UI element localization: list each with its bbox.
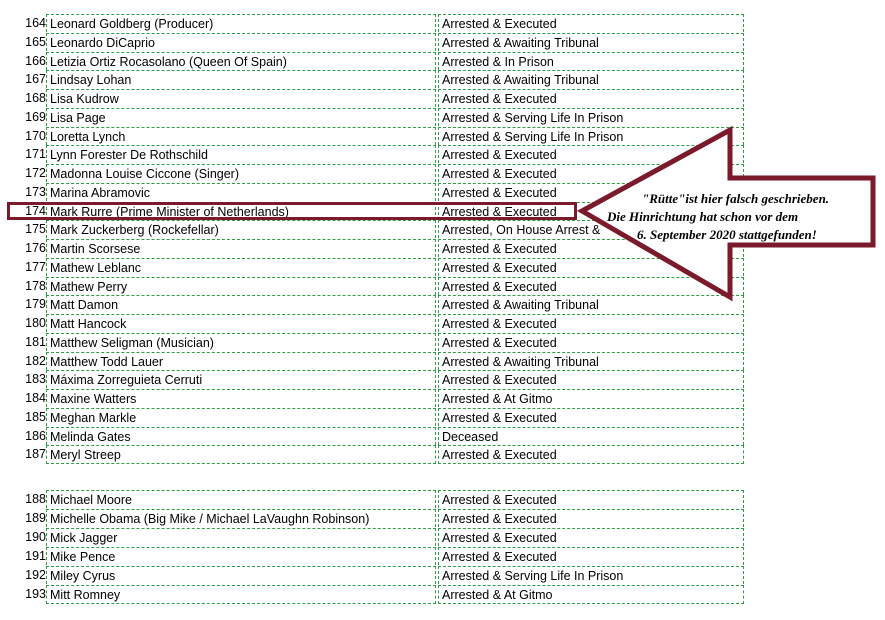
status-cell: Arrested & Serving Life In Prison <box>438 108 744 126</box>
status-cell: Arrested & Awaiting Tribunal <box>438 33 744 51</box>
name-cell: Máxima Zorreguieta Cerruti <box>46 370 436 388</box>
row-number: 192 <box>25 568 46 582</box>
status-cell: Arrested & Executed <box>438 490 744 508</box>
name-cell: Leonardo DiCaprio <box>46 33 436 51</box>
status-cell: Arrested & Serving Life In Prison <box>438 566 744 584</box>
row-number: 190 <box>25 530 46 544</box>
row-number: 177 <box>25 259 46 274</box>
name-cell: Melinda Gates <box>46 427 436 445</box>
name-cell: Letizia Ortiz Rocasolano (Queen Of Spain) <box>46 52 436 70</box>
row-number: 188 <box>25 492 46 506</box>
row-number: 193 <box>25 587 46 601</box>
status-cell: Arrested & Executed <box>438 183 744 201</box>
row-number: 173 <box>25 184 46 199</box>
row-number: 171 <box>25 147 46 162</box>
row-number: 172 <box>25 166 46 180</box>
name-cell: Michelle Obama (Big Mike / Michael LaVaughn Robinson) <box>46 509 436 527</box>
status-cell: Arrested & Executed <box>438 14 744 32</box>
status-cell: Arrested & Serving Life In Prison <box>438 127 744 145</box>
status-cell: Arrested & Executed <box>438 258 744 276</box>
row-number: 181 <box>25 334 46 349</box>
name-cell: Matt Damon <box>46 295 436 313</box>
row-number: 164 <box>25 16 46 30</box>
status-cell: Arrested & Executed <box>438 314 744 332</box>
status-cell: Arrested, On House Arrest & <box>438 220 744 238</box>
name-cell: Mathew Leblanc <box>46 258 436 276</box>
row-number: 174 <box>25 203 46 218</box>
status-cell: Arrested & At Gitmo <box>438 389 744 407</box>
name-cell: Lisa Kudrow <box>46 89 436 107</box>
status-cell: Arrested & Awaiting Tribunal <box>438 352 744 370</box>
name-cell: Mitt Romney <box>46 585 436 604</box>
status-cell: Arrested & Executed <box>438 277 744 295</box>
name-cell: Michael Moore <box>46 490 436 508</box>
row-number: 185 <box>25 409 46 424</box>
name-cell: Mark Rurre (Prime Minister of Netherlands) <box>46 202 436 220</box>
status-cell: Arrested & Executed <box>438 445 744 464</box>
row-number: 186 <box>25 428 46 443</box>
name-cell: Miley Cyrus <box>46 566 436 584</box>
name-cell: Matthew Todd Lauer <box>46 352 436 370</box>
name-cell: Marina Abramovic <box>46 183 436 201</box>
row-number: 166 <box>25 53 46 68</box>
status-cell: Arrested & Executed <box>438 408 744 426</box>
status-cell: Arrested & Executed <box>438 89 744 107</box>
status-cell: Arrested & At Gitmo <box>438 585 744 604</box>
status-cell: Arrested & Executed <box>438 528 744 546</box>
callout-line-3: 6. September 2020 stattgefunden! <box>637 227 817 242</box>
row-number: 184 <box>25 391 46 405</box>
status-cell: Arrested & Awaiting Tribunal <box>438 70 744 88</box>
name-cell: Martin Scorsese <box>46 239 436 257</box>
name-cell: Maxine Watters <box>46 389 436 407</box>
row-number: 187 <box>25 447 46 462</box>
name-cell: Meghan Markle <box>46 408 436 426</box>
row-number: 176 <box>25 241 46 255</box>
status-cell: Arrested & Executed <box>438 370 744 388</box>
row-number: 175 <box>25 222 46 237</box>
name-cell: Mark Zuckerberg (Rockefellar) <box>46 220 436 238</box>
row-number: 167 <box>25 72 46 87</box>
name-cell: Lisa Page <box>46 108 436 126</box>
status-cell: Arrested & Executed <box>438 333 744 351</box>
status-cell: Arrested & In Prison <box>438 52 744 70</box>
status-cell: Arrested & Executed <box>438 145 744 163</box>
row-number: 191 <box>25 549 46 563</box>
name-cell: Matt Hancock <box>46 314 436 332</box>
row-number: 179 <box>25 297 46 312</box>
callout-line-1: "Rütte"ist hier falsch geschrieben. <box>642 191 830 206</box>
status-cell: Arrested & Awaiting Tribunal <box>438 295 744 313</box>
row-number: 165 <box>25 34 46 49</box>
row-number: 168 <box>25 91 46 105</box>
status-cell: Arrested & Executed <box>438 547 744 565</box>
callout-line-2: Die Hinrichtung hat schon vor dem <box>607 209 799 224</box>
status-cell: Deceased <box>438 427 744 445</box>
row-number: 183 <box>25 372 46 387</box>
name-cell: Mick Jagger <box>46 528 436 546</box>
row-number: 182 <box>25 353 46 368</box>
name-cell: Mathew Perry <box>46 277 436 295</box>
name-cell: Matthew Seligman (Musician) <box>46 333 436 351</box>
name-cell: Mike Pence <box>46 547 436 565</box>
name-cell: Meryl Streep <box>46 445 436 464</box>
name-cell: Lindsay Lohan <box>46 70 436 88</box>
row-number: 189 <box>25 511 46 525</box>
status-cell: Arrested & Executed <box>438 164 744 182</box>
name-cell: Madonna Louise Ciccone (Singer) <box>46 164 436 182</box>
row-number: 180 <box>25 316 46 330</box>
name-cell: Lynn Forester De Rothschild <box>46 145 436 163</box>
status-cell: Arrested & Executed <box>438 509 744 527</box>
row-number: 170 <box>25 128 46 143</box>
row-number: 169 <box>25 109 46 124</box>
status-cell: Arrested & Executed <box>438 239 744 257</box>
name-cell: Leonard Goldberg (Producer) <box>46 14 436 32</box>
status-cell: Arrested & Executed <box>438 202 744 220</box>
row-number: 178 <box>25 278 46 293</box>
name-cell: Loretta Lynch <box>46 127 436 145</box>
